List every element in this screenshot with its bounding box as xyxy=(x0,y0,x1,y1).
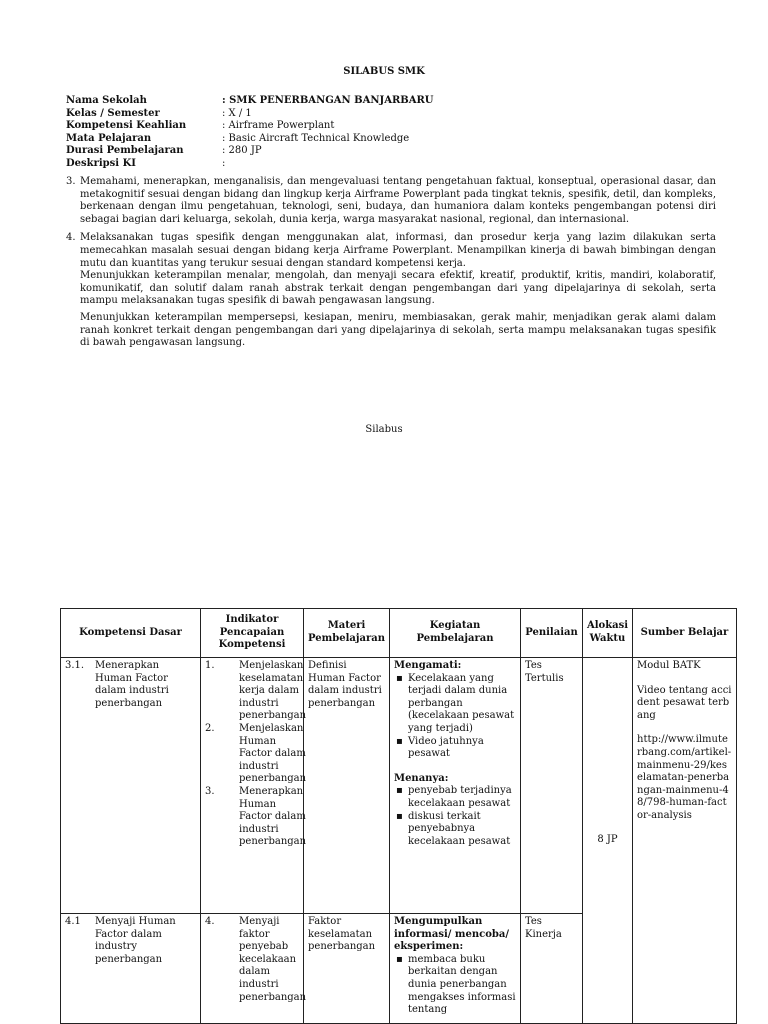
column-header: Indikator Pencapaian Kompetensi xyxy=(201,609,304,658)
ki-paragraph: Menunjukkan keterampilan menalar, mengolah, dan menyaji secara efektif, kreatif, produktif, kritis, mandiri, kolaboratif, komunikatif, dan solutif dalam ranah abstrak terkait dengan pengembangan dari yang dipelajarinya di sekolah, serta mampu melaksanakan tugas spesifik di bawah pengawasan langsung. xyxy=(80,270,716,307)
column-header: Penilaian xyxy=(521,609,583,658)
ki-paragraph: Melaksanakan tugas spesifik dengan menggunakan alat, informasi, dan prosedur kerja yang lazim dilakukan serta memecahkan masalah sesuai dengan bidang kerja Airframe Powerplant. Menampilkan kinerja di bawah bimbingan dengan mutu dan kuantitas yang terukur sesuai dengan standard kompetensi kerja. xyxy=(80,232,716,269)
info-label: Mata Pelajaran xyxy=(66,132,152,144)
ki-list xyxy=(66,176,716,356)
info-label: Durasi Pembelajaran xyxy=(66,145,184,157)
info-value: : Basic Aircraft Technical Knowledge xyxy=(222,132,410,144)
column-header: Sumber Belajar xyxy=(633,609,737,658)
source-item: Modul BATK xyxy=(637,660,701,671)
list-item: ▪ Kecelakaan yang terjadi dalam dunia perbangan (kecelakaan pesawat yang terjadi) xyxy=(408,673,516,736)
kd-number: 4.1 xyxy=(65,916,81,927)
info-row-subject xyxy=(66,133,726,146)
kd-number: 3.1. xyxy=(65,660,85,671)
ki-item-4 xyxy=(66,232,716,349)
kd-cell xyxy=(61,658,201,914)
indicator-item: 1. Menjelaskan keselamatan kerja dalam industri penerbangan xyxy=(205,660,307,722)
info-row-ki xyxy=(66,158,726,171)
info-value: : 280 JP xyxy=(222,145,262,157)
indicator-item: 3. Menerapkan Human Factor dalam industri penerbangan xyxy=(205,785,307,848)
info-label: Kelas / Semester xyxy=(66,107,160,119)
table-row xyxy=(61,658,737,914)
activity-heading: Menanya: xyxy=(394,772,449,784)
column-header: Kegiatan Pembelajaran xyxy=(390,609,521,658)
activity-heading: Mengamati: xyxy=(394,660,462,671)
section-subtitle: Silabus xyxy=(365,424,403,435)
info-row-competency xyxy=(66,120,726,133)
activity-heading: Mengumpulkan informasi/ mencoba/ eksperimen: xyxy=(394,916,510,953)
ki-paragraph: Memahami, menerapkan, menganalisis, dan mengevaluasi tentang pengetahuan faktual, konseptual, operasional dasar, dan metakognitif sesuai dengan bidang dan lingkup kerja Airframe Powerplant pada tingkat teknis, spesifik, detil, dan kompleks, berkenaan dengan ilmu pengetahuan, teknologi, seni, budaya, dan humaniora dalam konteks pengembangan potensi diri sebagai bagian dari keluarga, sekolah, dunia kerja, warga masyarakat nasional, regional, dan internasional. xyxy=(80,176,716,225)
info-value: : Airframe Powerplant xyxy=(222,120,335,132)
indicator-item: 2. Menjelaskan Human Factor dalam industri penerbangan xyxy=(205,722,307,785)
column-header: Materi Pembelajaran xyxy=(304,609,390,658)
list-item: ▪ membaca buku berkaitan dengan dunia penerbangan mengakses informasi tentang xyxy=(408,954,516,1017)
table-header-row xyxy=(61,609,737,658)
info-value: : X / 1 xyxy=(222,107,252,119)
ki-number: 3. xyxy=(66,176,76,187)
penilaian-cell: Tes Kinerja xyxy=(521,914,583,1024)
indicator-cell xyxy=(201,658,307,914)
document-title: SILABUS SMK xyxy=(343,66,425,77)
ki-paragraph: Menunjukkan keterampilan mempersepsi, kesiapan, meniru, membiasakan, gerak mahir, menjadikan gerak alami dalam ranah konkret terkait dengan pengembangan dari yang dipelajarinya di sekolah, serta mampu melaksanakan tugas spesifik di bawah pengawasan langsung. xyxy=(80,311,716,349)
kegiatan-cell xyxy=(390,914,521,1024)
school-info xyxy=(66,95,726,171)
kd-text: Menerapkan Human Factor dalam industri penerbangan xyxy=(95,660,169,709)
kd-cell xyxy=(61,914,201,1024)
list-item: ▪ penyebab terjadinya kecelakaan pesawat xyxy=(408,785,516,810)
indicator-item: 4. Menyaji faktor penyebab kecelakaan dalam industri penerbangan xyxy=(205,916,307,1003)
info-value: : xyxy=(222,157,226,169)
list-item: ▪ diskusi terkait penyebabnya kecelakaan pesawat xyxy=(408,811,516,849)
kd-text: Menyaji Human Factor dalam industry penerbangan xyxy=(95,916,176,965)
info-row-school xyxy=(66,95,726,108)
ki-item-3 xyxy=(66,176,716,226)
list-item: ▪ Video jatuhnya pesawat xyxy=(408,736,516,761)
materi-cell: Definisi Human Factor dalam industri penerbangan xyxy=(304,658,390,914)
materi-cell: Faktor keselamatan penerbangan xyxy=(304,914,390,1024)
info-label: Nama Sekolah xyxy=(66,95,147,106)
syllabus-table xyxy=(60,608,737,1024)
ki-number: 4. xyxy=(66,232,76,244)
info-label: Deskripsi KI xyxy=(66,157,136,169)
alokasi-cell: 8 JP xyxy=(583,658,633,1024)
source-item: Video tentang accident pesawat terbang xyxy=(637,684,732,721)
column-header: Kompetensi Dasar xyxy=(61,609,201,658)
sumber-cell xyxy=(633,658,737,1024)
indicator-cell xyxy=(201,914,307,1024)
info-row-class xyxy=(66,108,726,121)
penilaian-cell: Tes Tertulis xyxy=(521,658,583,914)
info-label: Kompetensi Keahlian xyxy=(66,120,187,132)
info-value: : SMK PENERBANGAN BANJARBARU xyxy=(222,95,434,106)
kegiatan-cell xyxy=(390,658,521,914)
info-row-duration xyxy=(66,145,726,158)
source-link[interactable]: http://www.ilmuterbang.com/artikel-mainmenu-29/keselamatan-penerbangan-mainmenu-48/798-human-factor-analysis xyxy=(637,734,732,821)
column-header: Alokasi Waktu xyxy=(583,609,633,658)
